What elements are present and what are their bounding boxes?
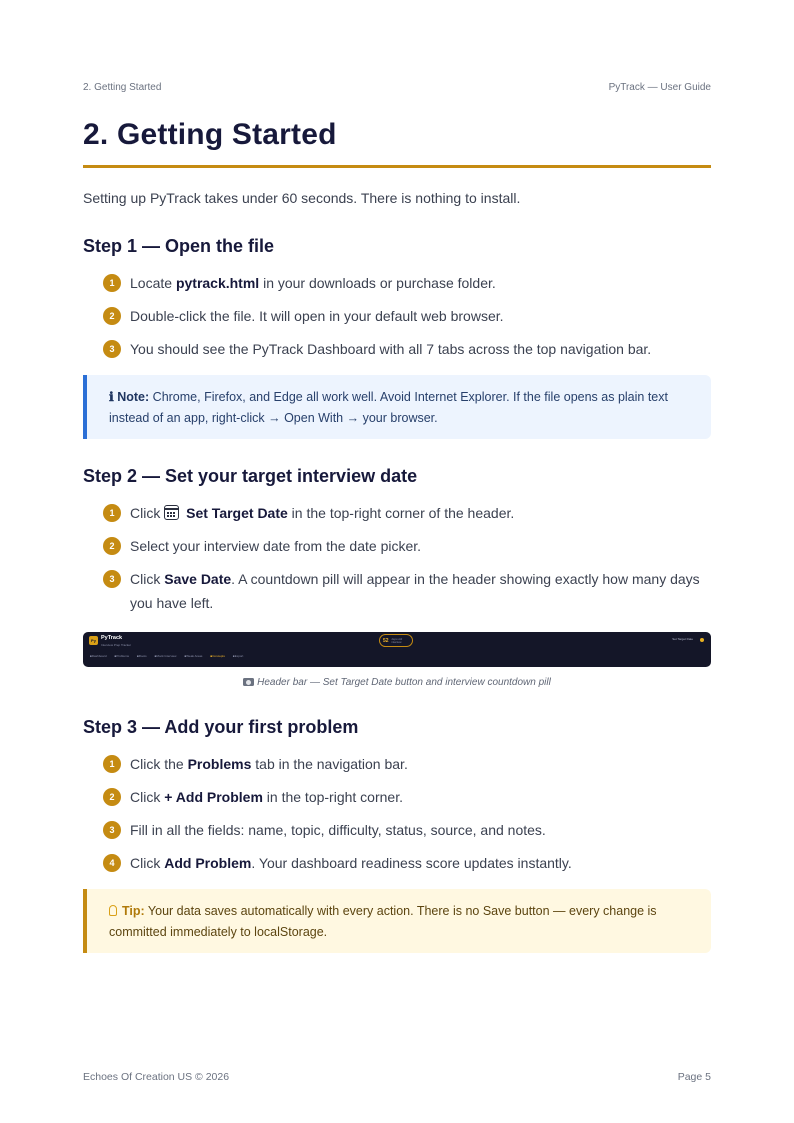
step-number-badge: 3 xyxy=(103,340,121,358)
app-header-screenshot xyxy=(83,632,711,667)
caption-text: Header bar — Set Target Date button and interview countdown pill xyxy=(257,677,551,688)
filename-emphasis: pytrack.html xyxy=(175,275,260,291)
list-item-text: Click Set Target Date in the top-right corner of the header. xyxy=(130,505,515,521)
countdown-days: 52 xyxy=(383,637,389,644)
list-item xyxy=(103,501,715,534)
tab-weak-areas: ■ Weak Areas xyxy=(184,654,202,658)
list-item-text: Click the Problems tab in the navigation bar. xyxy=(130,756,408,772)
list-item xyxy=(103,851,715,884)
problems-emphasis: Problems xyxy=(187,756,252,772)
app-subtitle: Interview Prep Tracker xyxy=(101,643,132,647)
page-footer xyxy=(83,1071,711,1083)
tab-concepts: ■ Concepts xyxy=(210,654,225,658)
note-callout xyxy=(83,375,711,439)
list-item xyxy=(103,304,715,337)
tab-export: ■ Export xyxy=(233,654,243,658)
list-item-text: Click Add Problem. Your dashboard readiness score updates instantly. xyxy=(130,855,572,871)
page-title: 2. Getting Started xyxy=(83,118,337,151)
note-label: Note: xyxy=(117,390,150,404)
step2-heading: Step 2 — Set your target interview date xyxy=(83,466,418,486)
tip-text: Your data saves automatically with every action. There is no Save button — every change is committed immediately to localStorage. xyxy=(109,904,657,939)
list-item-text: Locate pytrack.html in your downloads or purchase folder. xyxy=(130,275,496,291)
tip-label: Tip: xyxy=(122,904,145,918)
list-item-text: Fill in all the fields: name, topic, difficulty, status, source, and notes. xyxy=(130,822,546,838)
camera-icon xyxy=(243,678,254,686)
list-item xyxy=(103,785,715,818)
calendar-icon xyxy=(164,505,179,520)
tab-problems: ■ Problems xyxy=(115,654,129,658)
list-item xyxy=(103,271,715,304)
info-icon: ℹ xyxy=(109,390,114,404)
footer-copyright: Echoes Of Creation US © 2026 xyxy=(83,1071,230,1083)
add-problem-button-emphasis: Add Problem xyxy=(164,855,252,871)
countdown-pill xyxy=(379,634,413,647)
running-header-section: 2. Getting Started xyxy=(83,82,162,93)
list-item xyxy=(103,534,715,567)
app-logo: Py xyxy=(89,636,98,645)
step1-list xyxy=(103,271,715,370)
status-dot xyxy=(700,638,704,642)
add-problem-emphasis: + Add Problem xyxy=(164,789,263,805)
app-nav-tabs xyxy=(90,654,243,658)
countdown-text: days until interview xyxy=(391,637,403,644)
tab-mock-interview: ■ Mock Interview xyxy=(155,654,177,658)
running-header-doc-title: PyTrack — User Guide xyxy=(608,82,711,93)
step-number-badge: 1 xyxy=(103,274,121,292)
step3-list xyxy=(103,752,715,884)
list-item-text: Click + Add Problem in the top-right corner. xyxy=(130,789,403,805)
title-divider xyxy=(83,165,711,168)
tip-callout xyxy=(83,889,711,953)
tab-dashboard: ■ Dashboard xyxy=(90,654,107,658)
figure-caption xyxy=(83,677,711,688)
list-item-text: Double-click the file. It will open in your default web browser. xyxy=(130,308,504,324)
intro-paragraph: Setting up PyTrack takes under 60 seconds. There is nothing to install. xyxy=(83,190,521,206)
step3-heading: Step 3 — Add your first problem xyxy=(83,717,359,737)
step-number-badge: 2 xyxy=(103,307,121,325)
step-number-badge: 1 xyxy=(103,755,121,773)
lightbulb-icon xyxy=(109,905,117,916)
running-header xyxy=(83,82,711,93)
step-number-badge: 4 xyxy=(103,854,121,872)
save-date-emphasis: Save Date xyxy=(164,571,232,587)
list-item xyxy=(103,818,715,851)
step2-list xyxy=(103,501,715,615)
step-number-badge: 2 xyxy=(103,537,121,555)
list-item xyxy=(103,567,715,615)
step-number-badge: 1 xyxy=(103,504,121,522)
tab-roots: ■ Roots xyxy=(137,654,147,658)
app-name: PyTrack xyxy=(101,635,123,641)
list-item-text: Click Save Date. A countdown pill will appear in the header showing exactly how many days you have left. xyxy=(130,571,700,611)
note-text: Chrome, Firefox, and Edge all work well. Avoid Internet Explorer. If the file opens as plain text instead of an app, right-click → Open With → your browser. xyxy=(109,390,668,425)
set-target-date-button: Set Target Date xyxy=(672,637,693,641)
list-item xyxy=(103,752,715,785)
list-item xyxy=(103,337,715,370)
list-item-text: You should see the PyTrack Dashboard with all 7 tabs across the top navigation bar. xyxy=(130,341,652,357)
page-number: Page 5 xyxy=(677,1071,711,1083)
step1-heading: Step 1 — Open the file xyxy=(83,236,275,256)
set-target-date-emphasis: Set Target Date xyxy=(186,505,288,521)
step-number-badge: 3 xyxy=(103,570,121,588)
step-number-badge: 2 xyxy=(103,788,121,806)
step-number-badge: 3 xyxy=(103,821,121,839)
list-item-text: Select your interview date from the date picker. xyxy=(130,538,422,554)
